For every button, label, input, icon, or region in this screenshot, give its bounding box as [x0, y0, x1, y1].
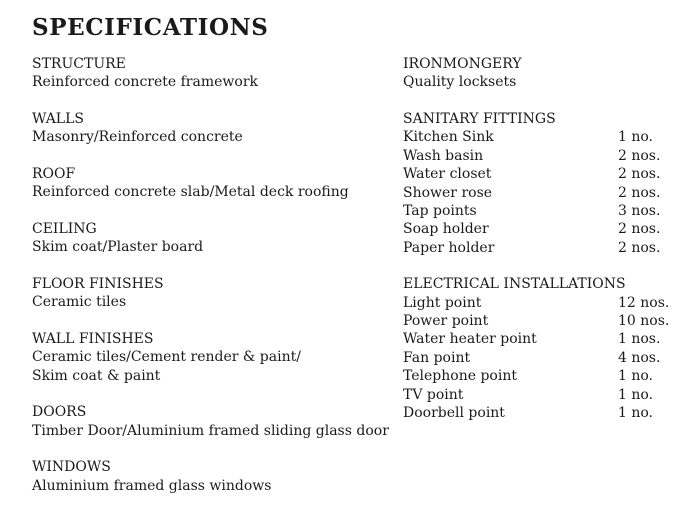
section-text: Quality locksets	[403, 74, 517, 91]
item-quantity: 2 nos.	[618, 239, 661, 256]
item-name: Kitchen Sink	[403, 129, 494, 146]
item-name: Water heater point	[403, 331, 537, 348]
section-heading: CEILING	[32, 220, 97, 237]
item-name: Wash basin	[403, 147, 484, 164]
section-text: Reinforced concrete framework	[32, 74, 258, 91]
section-heading: WALL FINISHES	[32, 330, 154, 347]
item-name: Doorbell point	[403, 405, 505, 422]
section-text: Skim coat/Plaster board	[32, 239, 204, 256]
spec-section-floor-finishes	[32, 275, 382, 312]
item-quantity: 1 no.	[618, 386, 654, 403]
electrical-row	[403, 330, 693, 348]
fitting-row	[403, 128, 693, 146]
section-heading: ROOF	[32, 165, 76, 182]
spec-section-structure	[32, 55, 382, 92]
page-title: SPECIFICATIONS	[32, 14, 269, 41]
item-name: Soap holder	[403, 221, 489, 238]
section-heading: WINDOWS	[32, 459, 111, 476]
electrical-row	[403, 349, 693, 367]
section-heading: WALLS	[32, 110, 84, 127]
section-text: Timber Door/Aluminium framed sliding glass door	[32, 422, 389, 439]
item-name: Shower rose	[403, 184, 493, 201]
fitting-row	[403, 165, 693, 183]
item-quantity: 1 nos.	[618, 331, 661, 348]
item-name: Water closet	[403, 166, 492, 183]
fitting-row	[403, 184, 693, 202]
item-name: Light point	[403, 294, 482, 311]
item-name: TV point	[403, 386, 464, 403]
fitting-row	[403, 220, 693, 238]
spec-section-sanitary-fittings	[403, 110, 693, 257]
section-heading: STRUCTURE	[32, 56, 126, 72]
section-heading: SANITARY FITTINGS	[403, 110, 556, 127]
fitting-row	[403, 147, 693, 165]
section-text: Reinforced concrete slab/Metal deck roofing	[32, 184, 349, 201]
section-heading: DOORS	[32, 404, 87, 421]
electrical-row	[403, 404, 693, 422]
item-quantity: 4 nos.	[618, 349, 661, 366]
item-quantity: 2 nos.	[618, 221, 661, 238]
electrical-row	[403, 294, 693, 312]
item-quantity: 2 nos.	[618, 166, 661, 183]
item-name: Tap points	[403, 202, 477, 219]
left-column	[32, 55, 389, 513]
section-text: Skim coat & paint	[32, 367, 161, 384]
electrical-row	[403, 312, 693, 330]
item-quantity: 12 nos.	[618, 294, 670, 311]
item-quantity: 1 no.	[618, 368, 654, 385]
spec-section-windows	[32, 458, 382, 495]
section-heading: IRONMONGERY	[403, 56, 522, 72]
item-quantity: 2 nos.	[618, 147, 661, 164]
section-text: Aluminium framed glass windows	[32, 477, 272, 494]
electrical-row	[403, 367, 693, 385]
electrical-row	[403, 386, 693, 404]
item-quantity: 1 no.	[618, 129, 654, 146]
section-text: Masonry/Reinforced concrete	[32, 129, 243, 146]
fitting-row	[403, 202, 693, 220]
item-quantity: 3 nos.	[618, 202, 661, 219]
item-name: Telephone point	[403, 368, 517, 385]
spec-section-walls	[32, 110, 382, 147]
spec-section-ironmongery	[403, 55, 693, 92]
section-text: Ceramic tiles/Cement render & paint/	[32, 349, 301, 366]
section-heading: FLOOR FINISHES	[32, 275, 164, 292]
spec-section-doors	[32, 403, 389, 440]
item-name: Fan point	[403, 349, 471, 366]
item-quantity: 2 nos.	[618, 184, 661, 201]
spec-section-roof	[32, 165, 382, 202]
section-heading: ELECTRICAL INSTALLATIONS	[403, 276, 626, 293]
item-quantity: 1 no.	[618, 405, 654, 422]
section-text: Ceramic tiles	[32, 294, 127, 311]
spec-section-wall-finishes	[32, 330, 382, 385]
fitting-row	[403, 239, 693, 257]
spec-section-ceiling	[32, 220, 382, 257]
item-name: Paper holder	[403, 239, 495, 256]
right-column	[403, 55, 693, 441]
spec-section-electrical-installations	[403, 275, 693, 422]
item-quantity: 10 nos.	[618, 313, 670, 330]
item-name: Power point	[403, 313, 489, 330]
